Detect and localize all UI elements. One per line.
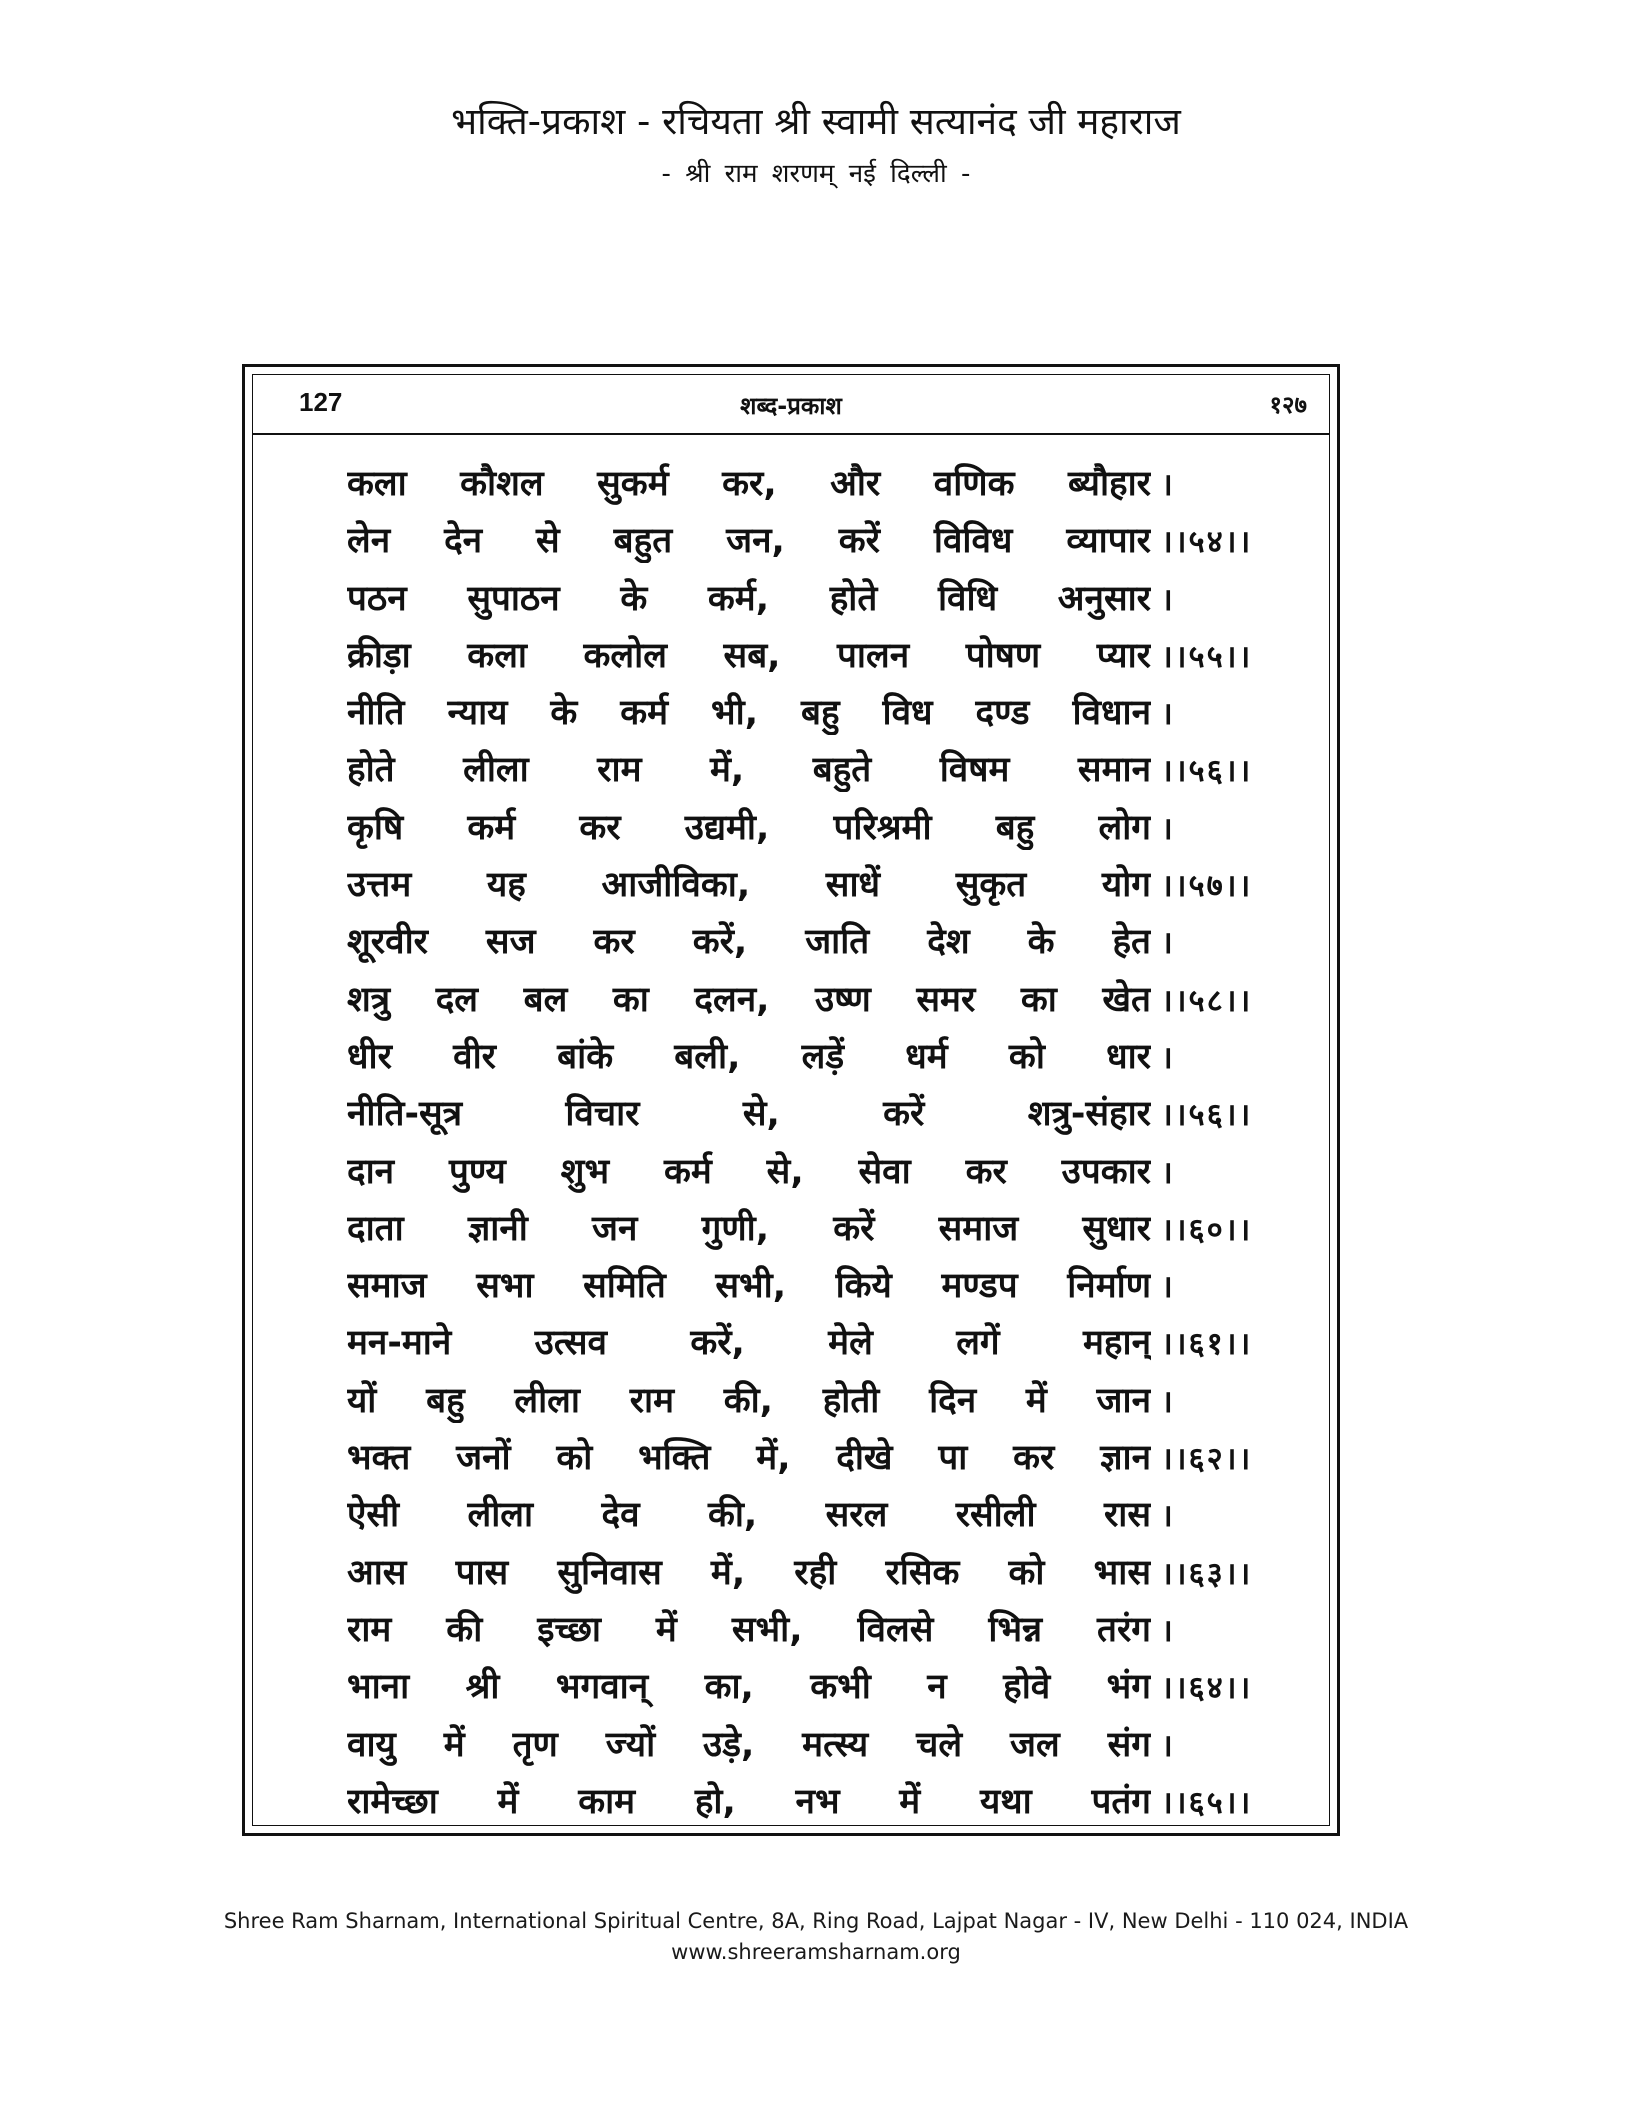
verse-mark: ।।५६।। (1161, 753, 1253, 790)
verse-mark: । (1161, 1154, 1175, 1191)
page-number-devanagari: १२७ (1269, 391, 1307, 419)
verse-mark: । (1161, 1269, 1175, 1306)
page-frame (242, 364, 1340, 1836)
verse-text: कला कौशल सुकर्म कर, और वणिक ब्यौहार (347, 464, 1151, 504)
verse-line (347, 1605, 1287, 1662)
page-number-arabic: 127 (299, 387, 343, 417)
verse-text: उत्तम यह आजीविका, साधें सुकृत योग (347, 865, 1151, 906)
verse-text: आस पास सुनिवास में, रही रसिक को भास (347, 1552, 1151, 1593)
verse-mark: ।।५५।। (1161, 638, 1253, 675)
verse-mark: । (1161, 1727, 1175, 1764)
verse-line (347, 459, 1287, 516)
verse-mark: । (1161, 696, 1175, 733)
verse-text: नीति न्याय के कर्म भी, बहु विध दण्ड विधान (347, 693, 1151, 734)
verse-line (347, 1204, 1287, 1261)
verse-text: राम की इच्छा में सभी, विलसे भिन्न तरंग (347, 1609, 1151, 1650)
verse-line (347, 860, 1287, 917)
verse-text: होते लीला राम में, बहुते विषम समान (347, 750, 1151, 791)
verse-mark: ।।६३।। (1161, 1555, 1253, 1592)
verse-line (347, 1720, 1287, 1777)
verse-list (347, 459, 1287, 1834)
verse-line (347, 1318, 1287, 1375)
page-header (253, 375, 1329, 435)
verse-text: शूरवीर सज कर करें, जाति देश के हेत (347, 922, 1151, 963)
verse-text: भाना श्री भगवान् का, कभी न होवे भंग (347, 1667, 1151, 1708)
verse-mark: । (1161, 1039, 1175, 1076)
verse-line (347, 745, 1287, 802)
verse-mark: ।।६२।। (1161, 1441, 1253, 1478)
verse-line (347, 1777, 1287, 1834)
verse-text: कृषि कर्म कर उद्यमी, परिश्रमी बहु लोग (347, 807, 1151, 848)
verse-text: ऐसी लीला देव की, सरल रसीली रास (347, 1495, 1151, 1536)
verse-text: भक्त जनों को भक्ति में, दीखे पा कर ज्ञान (347, 1438, 1151, 1479)
verse-line (347, 1490, 1287, 1547)
document-header (0, 96, 1632, 192)
verse-mark: । (1161, 581, 1175, 618)
verse-mark: । (1161, 925, 1175, 962)
verse-mark: । (1161, 810, 1175, 847)
verse-line (347, 803, 1287, 860)
verse-mark: ।।६४।। (1161, 1670, 1253, 1707)
verse-line (347, 688, 1287, 745)
verse-line (347, 1089, 1287, 1146)
verse-line (347, 975, 1287, 1032)
verse-line (347, 1147, 1287, 1204)
verse-text: वायु में तृण ज्यों उड़े, मत्स्य चले जल संग (347, 1724, 1151, 1765)
verse-text: धीर वीर बांके बली, लड़ें धर्म को धार (347, 1036, 1151, 1077)
verse-text: दाता ज्ञानी जन गुणी, करें समाज सुधार (347, 1208, 1151, 1249)
verse-mark: ।।६५।। (1161, 1784, 1253, 1821)
verse-text: दान पुण्य शुभ कर्म से, सेवा कर उपकार (347, 1151, 1151, 1192)
footer-website[interactable]: www.shreeramsharnam.org (671, 1940, 961, 1964)
book-title: भक्ति-प्रकाश - रचियता श्री स्वामी सत्यानंद जी महाराज (451, 100, 1181, 143)
section-title: शब्द-प्रकाश (740, 392, 842, 420)
verse-text: मन-माने उत्सव करें, मेले लगें महान् (347, 1323, 1151, 1364)
verse-line (347, 1548, 1287, 1605)
verse-text: लेन देन से बहुत जन, करें विविध व्यापार (347, 521, 1151, 562)
verse-text: क्रीड़ा कला कलोल सब, पालन पोषण प्यार (347, 635, 1151, 676)
verse-text: समाज सभा समिति सभी, किये मण्डप निर्माण (347, 1266, 1151, 1307)
verse-line (347, 1261, 1287, 1318)
verse-line (347, 1433, 1287, 1490)
page-frame-inner (252, 374, 1330, 1826)
verse-line (347, 574, 1287, 631)
verse-mark: ।।५८।। (1161, 982, 1253, 1019)
verse-text: पठन सुपाठन के कर्म, होते विधि अनुसार (347, 578, 1151, 619)
verse-text: रामेच्छा में काम हो, नभ में यथा पतंग (347, 1781, 1151, 1822)
verse-mark: । (1161, 1498, 1175, 1535)
verse-line (347, 1662, 1287, 1719)
verse-line (347, 1032, 1287, 1089)
verse-mark: ।।५४।। (1161, 524, 1253, 561)
verse-text: यों बहु लीला राम की, होती दिन में जान (347, 1380, 1151, 1421)
verse-text: शत्रु दल बल का दलन, उष्ण समर का खेत (347, 979, 1151, 1020)
verse-mark: ।।६०।। (1161, 1211, 1253, 1248)
verse-mark: ।।५७।। (1161, 868, 1253, 905)
verse-mark: ।।६१।। (1161, 1326, 1253, 1363)
verse-line (347, 917, 1287, 974)
footer-address: Shree Ram Sharnam, International Spiritual Centre, 8A, Ring Road, Lajpat Nagar - IV, New Delhi - 110 024, INDIA (223, 1909, 1409, 1933)
verse-mark: । (1161, 1383, 1175, 1420)
document-footer (0, 1906, 1632, 1968)
publisher-line: - श्री राम शरणम् नई दिल्ली - (661, 159, 971, 189)
verse-mark: ।।५६।। (1161, 1097, 1253, 1134)
verse-text: नीति-सूत्र विचार से, करें शत्रु-संहार (347, 1094, 1151, 1135)
verse-line (347, 1376, 1287, 1433)
verse-mark: । (1161, 1612, 1175, 1649)
verse-line (347, 516, 1287, 573)
verse-line (347, 631, 1287, 688)
verse-mark: । (1161, 467, 1175, 503)
